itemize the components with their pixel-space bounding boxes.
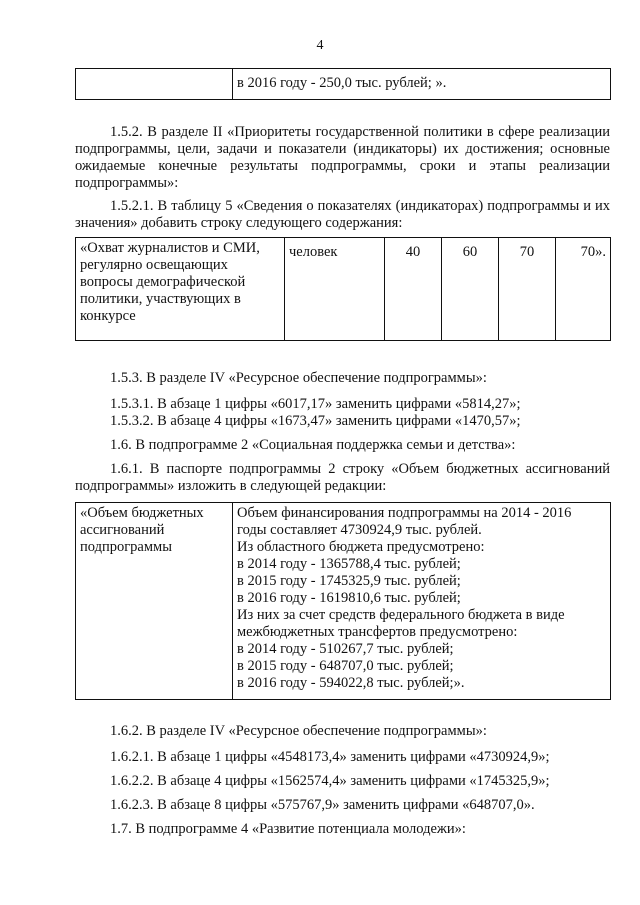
budget-line: Объем финансирования подпрограммы на 2014 - 2016 xyxy=(237,505,572,521)
paragraph-1-6-2-3: 1.6.2.3. В абзаце 8 цифры «575767,9» заменить цифрами «648707,0». xyxy=(110,797,535,813)
budget-line: в 2015 году - 1745325,9 тыс. рублей; xyxy=(237,573,461,589)
paragraph-1-6-2: 1.6.2. В разделе IV «Ресурсное обеспечение подпрограммы»: xyxy=(110,723,487,739)
paragraph-1-6-2-1: 1.6.2.1. В абзаце 1 цифры «4548173,4» заменить цифрами «4730924,9»; xyxy=(110,749,550,765)
top-table xyxy=(75,68,611,100)
indicator-table xyxy=(75,237,611,341)
budget-line: в 2016 году - 594022,8 тыс. рублей;». xyxy=(237,675,465,691)
paragraph-1-5-3: 1.5.3. В разделе IV «Ресурсное обеспечение подпрограммы»: xyxy=(110,370,487,386)
budget-line: в 2014 году - 510267,7 тыс. рублей; xyxy=(237,641,454,657)
budget-label-line: ассигнований xyxy=(80,522,165,538)
budget-line: в 2015 году - 648707,0 тыс. рублей; xyxy=(237,658,454,674)
indicator-value-final: 70». xyxy=(556,238,611,341)
budget-label-cell xyxy=(76,503,233,700)
indicator-name-line: «Охват журналистов и СМИ, xyxy=(80,240,260,256)
budget-table xyxy=(75,502,611,700)
indicator-name-line: конкурсе xyxy=(80,308,136,324)
indicator-name-line: вопросы демографической xyxy=(80,274,246,290)
budget-line: межбюджетных трансфертов предусмотрено: xyxy=(237,624,518,640)
paragraph-1-5-3-2: 1.5.3.2. В абзаце 4 цифры «1673,47» заменить цифрами «1470,57»; xyxy=(110,413,521,429)
budget-line: Из них за счет средств федерального бюджета в виде xyxy=(237,607,565,623)
budget-label-line: «Объем бюджетных xyxy=(80,505,204,521)
paragraph-1-5-2: 1.5.2. В разделе II «Приоритеты государственной политики в сфере реализации подпрограммы, цели, задачи и показатели (индикаторы) их достижения; основные ожидаемые конечные результаты подпрограммы, сроки и этапы реализации подпрограммы»: xyxy=(75,124,610,191)
paragraph-1-7: 1.7. В подпрограмме 4 «Развитие потенциала молодежи»: xyxy=(110,821,466,837)
top-table-right-cell: в 2016 году - 250,0 тыс. рублей; ». xyxy=(233,69,611,100)
indicator-value-2016: 70 xyxy=(499,238,556,341)
page-number: 4 xyxy=(316,38,324,53)
indicator-name-cell xyxy=(76,238,285,341)
indicator-name-line: регулярно освещающих xyxy=(80,257,228,273)
paragraph-1-6-1: 1.6.1. В паспорте подпрограммы 2 строку «Объем бюджетных ассигнований подпрограммы» изложить в следующей редакции: xyxy=(75,461,610,494)
indicator-unit-cell: человек xyxy=(285,238,385,341)
indicator-value-2014: 40 xyxy=(385,238,442,341)
paragraph-1-6-2-2: 1.6.2.2. В абзаце 4 цифры «1562574,4» заменить цифрами «1745325,9»; xyxy=(110,773,550,789)
budget-line: в 2014 году - 1365788,4 тыс. рублей; xyxy=(237,556,461,572)
budget-label-line: подпрограммы xyxy=(80,539,172,555)
budget-line: в 2016 году - 1619810,6 тыс. рублей; xyxy=(237,590,461,606)
indicator-value-2015: 60 xyxy=(442,238,499,341)
budget-value-cell xyxy=(233,503,611,700)
paragraph-1-5-3-1: 1.5.3.1. В абзаце 1 цифры «6017,17» заменить цифрами «5814,27»; xyxy=(110,396,521,412)
budget-line: Из областного бюджета предусмотрено: xyxy=(237,539,485,555)
top-table-left-cell xyxy=(76,69,233,100)
budget-line: годы составляет 4730924,9 тыс. рублей. xyxy=(237,522,482,538)
indicator-name-line: политики, участвующих в xyxy=(80,291,241,307)
paragraph-1-5-2-1: 1.5.2.1. В таблицу 5 «Сведения о показателях (индикаторах) подпрограммы и их значения» добавить строку следующего содержания: xyxy=(75,198,610,231)
paragraph-1-6: 1.6. В подпрограмме 2 «Социальная поддержка семьи и детства»: xyxy=(110,437,516,453)
